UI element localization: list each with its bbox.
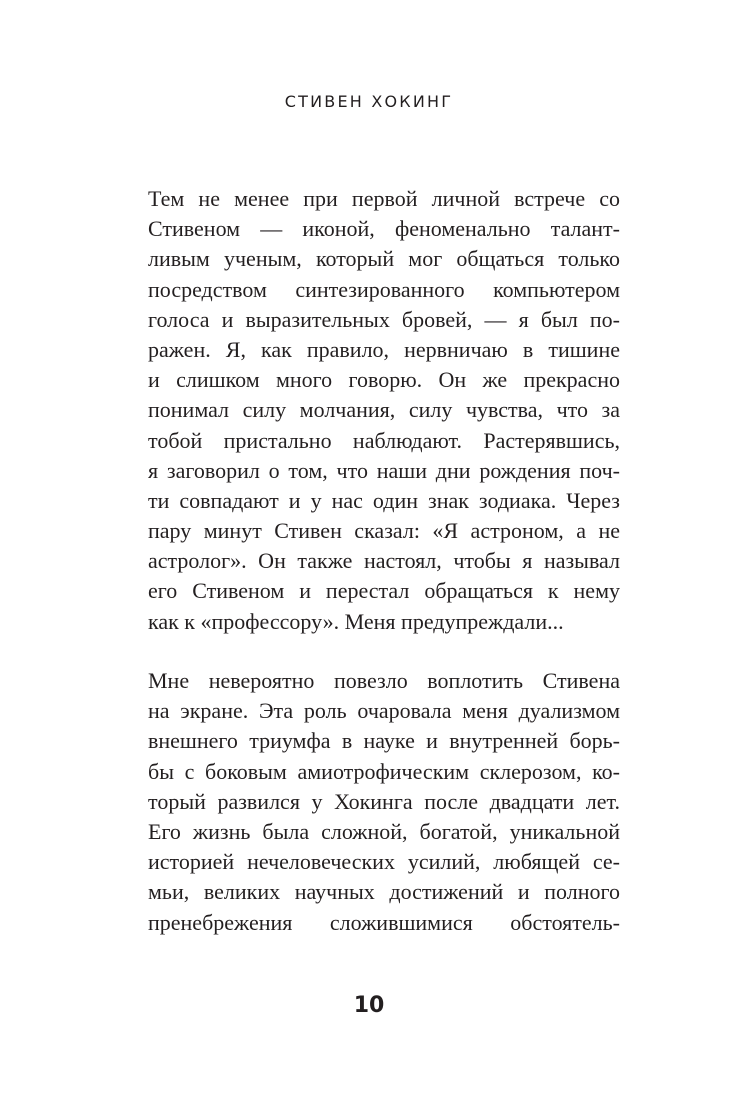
text-line: Его жизнь была сложной, богатой, уникальной <box>148 818 620 844</box>
text-line: бы с боковым амиотрофическим склерозом, ко- <box>148 758 620 784</box>
text-line: его Стивеном и перестал обращаться к нему <box>148 578 620 604</box>
text-line: посредством синтезированного компьютером <box>148 276 620 302</box>
text-line: ражен. Я, как правило, нервничаю в тишине <box>148 336 620 362</box>
page-number: 10 <box>353 993 385 1018</box>
text-line: Мне невероятно повезло воплотить Стивена <box>148 668 620 693</box>
text-line: голоса и выразительных бровей, — я был по- <box>148 306 620 332</box>
text-line: историей нечеловеческих усилий, любящей се- <box>148 849 620 875</box>
text-line: на экране. Эта роль очаровала меня дуализмом <box>148 698 620 724</box>
text-line: внешнего триумфа в науке и внутренней борь- <box>148 728 620 754</box>
text-line: мьи, великих научных достижений и полного <box>148 879 620 905</box>
text-line: пару минут Стивен сказал: «Я астроном, а не <box>148 518 620 544</box>
text-line: Стивеном — иконой, феноменально талант- <box>148 216 620 242</box>
text-line: пренебрежения сложившимися обстоятель- <box>148 909 620 935</box>
text-line: ливым ученым, который мог общаться только <box>148 246 620 272</box>
running-head-title: СТИВЕН ХОКИНГ <box>284 92 454 111</box>
text-line: понимал силу молчания, силу чувства, что за <box>148 397 620 423</box>
text-line: ти совпадают и у нас один знак зодиака. Через <box>148 487 620 513</box>
text-line: торый развился у Хокинга после двадцати лет. <box>148 788 620 814</box>
text-line: тобой пристально наблюдают. Растерявшись, <box>148 427 620 453</box>
text-line: я заговорил о том, что наши дни рождения поч- <box>148 457 620 483</box>
text-line: Тем не менее при первой личной встрече со <box>148 186 620 211</box>
text-line: астролог». Он также настоял, чтобы я называл <box>148 548 620 574</box>
paragraph-1 <box>148 184 620 637</box>
text-line: как к «профессору». Меня предупреждали... <box>148 608 564 634</box>
paragraph-2 <box>148 666 620 938</box>
text-line: и слишком много говорю. Он же прекрасно <box>148 367 620 393</box>
